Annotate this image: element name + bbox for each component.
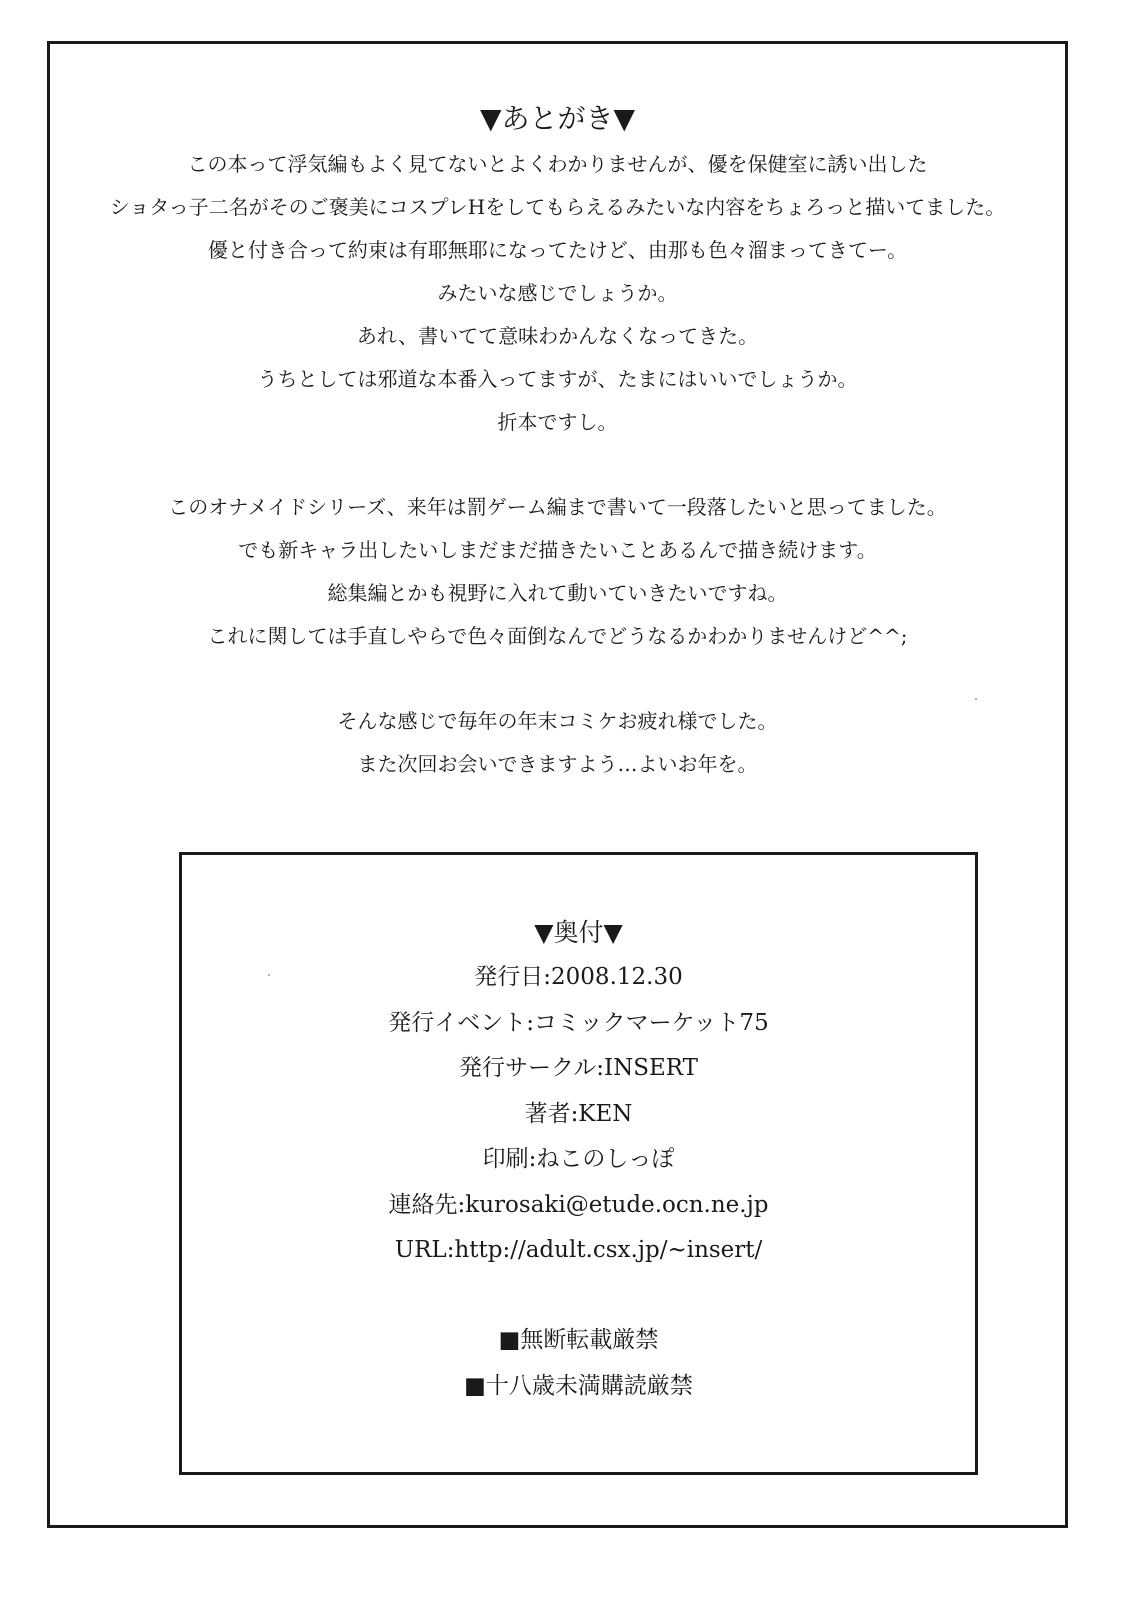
scan-speck — [975, 698, 977, 700]
afterword-line: この本って浮気編もよく見てないとよくわかりませんが、優を保健室に誘い出した — [187, 152, 928, 176]
publish-date: 発行日:2008.12.30 — [474, 964, 683, 990]
paragraph-spacer — [47, 658, 1068, 700]
afterword-line: また次回お会いできますよう…よいお年を。 — [357, 752, 758, 776]
afterword-paragraph-2 — [47, 486, 1068, 658]
afterword-line: 折本ですし。 — [497, 410, 618, 434]
author: 著者:KEN — [524, 1100, 633, 1127]
afterword-section — [47, 95, 1068, 786]
afterword-line: みたいな感じでしょうか。 — [437, 281, 678, 305]
no-reprint-notice: ■無断転載厳禁 — [498, 1326, 659, 1353]
contact-email: 連絡先:kurosaki@etude.ocn.ne.jp — [388, 1191, 769, 1218]
colophon-section — [179, 910, 978, 1409]
afterword-line: このオナメイドシリーズ、来年は罰ゲーム編まで書いて一段落したいと思ってました。 — [168, 495, 947, 519]
afterword-line: そんな感じで毎年の年末コミケお疲れ様でした。 — [337, 709, 778, 733]
afterword-paragraph-3 — [47, 700, 1068, 786]
publish-circle: 発行サークル:INSERT — [458, 1055, 699, 1081]
website-url: URL:http://adult.csx.jp/~insert/ — [394, 1237, 763, 1263]
colophon-title: ▼奥付▼ — [534, 918, 623, 947]
afterword-line: ショタっ子二名がそのご褒美にコスプレHをしてもらえるみたいな内容をちょろっと描いてました。 — [109, 195, 1006, 219]
scan-speck — [268, 974, 270, 976]
afterword-line: 優と付き合って約束は有耶無耶になってたけど、由那も色々溜まってきてー。 — [207, 238, 908, 262]
afterword-title: ▼あとがき▼ — [479, 102, 636, 135]
afterword-line: うちとしては邪道な本番入ってますが、たまにはいいでしょうか。 — [257, 367, 858, 391]
afterword-line: 総集編とかも視野に入れて動いていきたいですね。 — [327, 581, 788, 605]
afterword-line: でも新キャラ出したいしまだまだ描きたいことあるんで描き続けます。 — [238, 538, 877, 562]
afterword-line: これに関しては手直しやらで色々面倒なんでどうなるかわかりませんけど^^; — [207, 624, 908, 648]
afterword-line: あれ、書いてて意味わかんなくなってきた。 — [356, 324, 759, 348]
paragraph-spacer — [47, 444, 1068, 486]
age-restriction-notice: ■十八歳未満購読厳禁 — [464, 1372, 693, 1399]
notice-spacer — [179, 1274, 978, 1317]
printer: 印刷:ねこのしっぽ — [482, 1146, 675, 1172]
publish-event: 発行イベント:コミックマーケット75 — [388, 1009, 769, 1036]
afterword-paragraph-1 — [47, 143, 1068, 444]
